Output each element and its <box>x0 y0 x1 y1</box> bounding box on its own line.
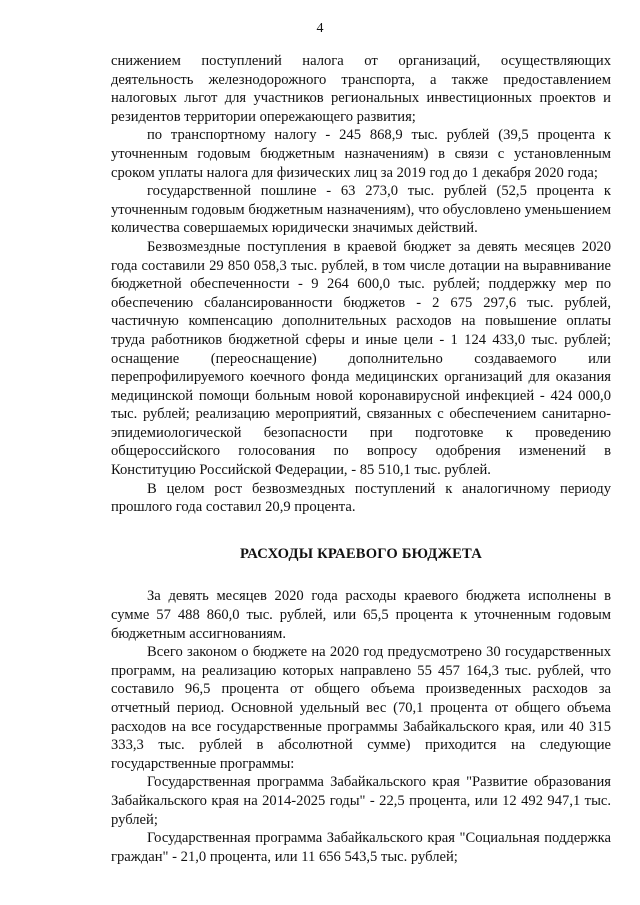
paragraph-transport-tax: по транспортному налогу - 245 868,9 тыс. рублей (39,5 процента к уточненным годовым бюджетным назначениям) в связи с установленным сроком уплаты налога для физических лиц за 2019 год до 1 декабря 2020 года; <box>111 127 611 181</box>
paragraph-receipts-growth: В целом рост безвозмездных поступлений к аналогичному периоду прошлого года составил 20,9 процента. <box>111 480 611 516</box>
paragraph-education-program: Государственная программа Забайкальского края "Развитие образования Забайкальского края на 2014-2025 годы" - 22,5 процента, или 12 492 947,1 тыс. рублей; <box>111 774 611 828</box>
paragraph-state-duty: государственной пошлине - 63 273,0 тыс. рублей (52,5 процента к уточненным годовым бюджетным назначениям), что обусловлено уменьшением количества совершаемых юридически значимых действий. <box>111 183 611 237</box>
paragraph-social-support-program: Государственная программа Забайкальского края "Социальная поддержка граждан" - 21,0 процента, или 11 656 543,5 тыс. рублей; <box>111 830 611 865</box>
paragraph-state-programs: Всего законом о бюджете на 2020 год предусмотрено 30 государственных программ, на реализацию которых направлено 55 457 164,3 тыс. рублей, что составило 96,5 процента от общего объема произведенных расходов за отчетный период. Основной удельный вес (70,1 процента от общего объема расходов на все государственные программы Забайкальского края, или 40 315 333,3 тыс. рублей в абсолютной сумме) приходится на следующие государственные программы: <box>111 644 611 772</box>
paragraph-expenditures-total: За девять месяцев 2020 года расходы краевого бюджета исполнены в сумме 57 488 860,0 тыс. рублей, или 65,5 процента к уточненным годовым бюджетным ассигнованиям. <box>111 588 611 642</box>
page-number: 4 <box>316 21 324 36</box>
paragraph-gratuitous-receipts: Безвозмездные поступления в краевой бюджет за девять месяцев 2020 года составили 29 850 058,3 тыс. рублей, в том числе дотации на выравнивание бюджетной обеспеченности - 9 264 600,0 тыс. рублей; поддержку мер по обеспечению сбалансированности бюджетов - 2 675 297,6 тыс. рублей, частичную компенсацию дополнительных расходов на повышение оплаты труда работников бюджетной сферы и иные цели - 1 124 433,0 тыс. рублей; оснащение (переоснащение) дополнительно создаваемого или перепрофилируемого коечного фонда медицинских организаций для оказания медицинской помощи больным новой коронавирусной инфекцией - 424 000,0 тыс. рублей; реализацию мероприятий, связанных с обеспечением санитарно-эпидемиологической безопасности при подготовке к проведению общероссийского голосования по вопросу одобрения изменений в Конституцию Российской Федерации, - 85 510,1 тыс. рублей. <box>111 238 611 479</box>
paragraph-tax-org-continuation: снижением поступлений налога от организаций, осуществляющих деятельность железнодорожного транспорта, а также предоставлением налоговых льгот для участников региональных инвестиционных проектов и резидентов территории опережающего развития; <box>111 53 611 125</box>
section-title: РАСХОДЫ КРАЕВОГО БЮДЖЕТА <box>240 545 482 562</box>
document-body <box>111 52 611 866</box>
